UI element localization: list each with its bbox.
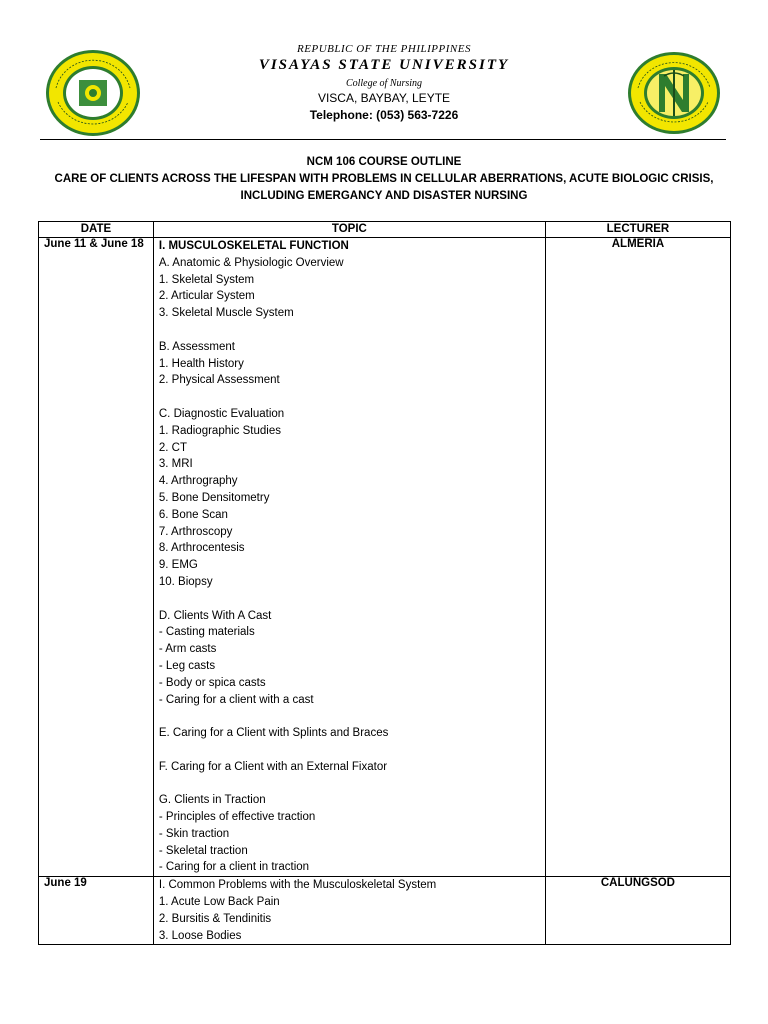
college-seal-right: [626, 50, 722, 136]
topic-line: 9. EMG: [158, 559, 198, 572]
topic-line: - Body or spica casts: [158, 676, 266, 689]
topic-line: I. Common Problems with the Musculoskeletal System: [158, 879, 437, 892]
topic-line: [159, 591, 540, 608]
topic-line: A. Anatomic & Physiologic Overview: [158, 256, 344, 269]
topic-line: - Principles of effective traction: [158, 811, 316, 824]
topic-line: 2. Physical Assessment: [158, 374, 280, 387]
topic-line: I. MUSCULOSKELETAL FUNCTION: [158, 240, 349, 252]
topic-line: 5. Bone Densitometry: [158, 491, 270, 504]
topic-line: [159, 776, 540, 793]
table-body: [39, 238, 731, 945]
topic-line: [159, 708, 540, 725]
topic-line: 7. Arthroscopy: [158, 525, 233, 538]
topic-line: - Leg casts: [158, 659, 216, 672]
topic-line: [159, 389, 540, 406]
topic-line: 2. Articular System: [158, 290, 255, 303]
topic-line: - Caring for a client with a cast: [158, 693, 314, 706]
header-topic: TOPIC: [153, 222, 545, 238]
topic-line: - Arm casts: [158, 643, 217, 656]
letterhead: [0, 0, 768, 140]
row-lecturer: ALMERIA: [545, 238, 730, 877]
topic-line: D. Clients With A Cast: [158, 609, 272, 622]
header-date: DATE: [39, 222, 154, 238]
topic-line: 4. Arthrography: [158, 475, 238, 488]
topic-line: 2. Bursitis & Tendinitis: [158, 912, 272, 925]
course-title: NCM 106 COURSE OUTLINE: [306, 156, 462, 168]
table-header-row: [39, 222, 731, 238]
topic-line: E. Caring for a Client with Splints and Braces: [158, 727, 389, 740]
topic-line: C. Diagnostic Evaluation: [158, 407, 285, 420]
topic-line: - Skin traction: [158, 827, 230, 840]
topic-line: 6. Bone Scan: [158, 508, 228, 521]
course-subtitle-line1: CARE OF CLIENTS ACROSS THE LIFESPAN WITH PROBLEMS IN CELLULAR ABERRATIONS, ACUTE BIOLOGIC CRISIS,: [54, 173, 714, 185]
topic-line: 3. MRI: [158, 458, 193, 471]
course-subtitle-line2: INCLUDING EMERGANCY AND DISASTER NURSING: [240, 190, 528, 202]
topic-line: [159, 742, 540, 759]
topic-line: 2. CT: [158, 441, 187, 454]
university-name: VISAYAS STATE UNIVERSITY: [258, 57, 510, 73]
topic-line: 1. Skeletal System: [158, 273, 255, 286]
header-divider: [40, 139, 726, 140]
topic-line: - Skeletal traction: [158, 844, 248, 857]
course-outline-table: [38, 221, 731, 945]
topic-line: - Caring for a client in traction: [158, 861, 310, 874]
topic-line: - Casting materials: [158, 626, 255, 639]
topic-line: 1. Health History: [158, 357, 244, 370]
topic-line: 3. Loose Bodies: [158, 929, 242, 942]
row-date: June 19: [39, 877, 154, 945]
table-row: [39, 238, 731, 877]
table-row: [39, 877, 731, 945]
topic-line: 3. Skeletal Muscle System: [158, 307, 294, 320]
row-lecturer: CALUNGSOD: [545, 877, 730, 945]
republic-line: REPUBLIC OF THE PHILIPPINES: [297, 43, 471, 55]
topic-line: F. Caring for a Client with an External Fixator: [158, 760, 388, 773]
topic-line: B. Assessment: [158, 340, 235, 353]
topic-line: [159, 322, 540, 339]
telephone: Telephone: (053) 563-7226: [309, 108, 459, 122]
topic-line: 10. Biopsy: [158, 575, 213, 588]
college-name: College of Nursing: [345, 78, 423, 89]
header-lecturer: LECTURER: [545, 222, 730, 238]
topic-line: G. Clients in Traction: [158, 794, 266, 807]
row-topics: [153, 877, 545, 945]
address: VISCA, BAYBAY, LEYTE: [317, 91, 451, 105]
row-topics: [153, 238, 545, 877]
topic-line: 1. Radiographic Studies: [158, 424, 281, 437]
topic-line: 1. Acute Low Back Pain: [158, 896, 280, 909]
topic-line: 8. Arthrocentesis: [158, 542, 245, 555]
row-date: June 11 & June 18: [39, 238, 154, 877]
